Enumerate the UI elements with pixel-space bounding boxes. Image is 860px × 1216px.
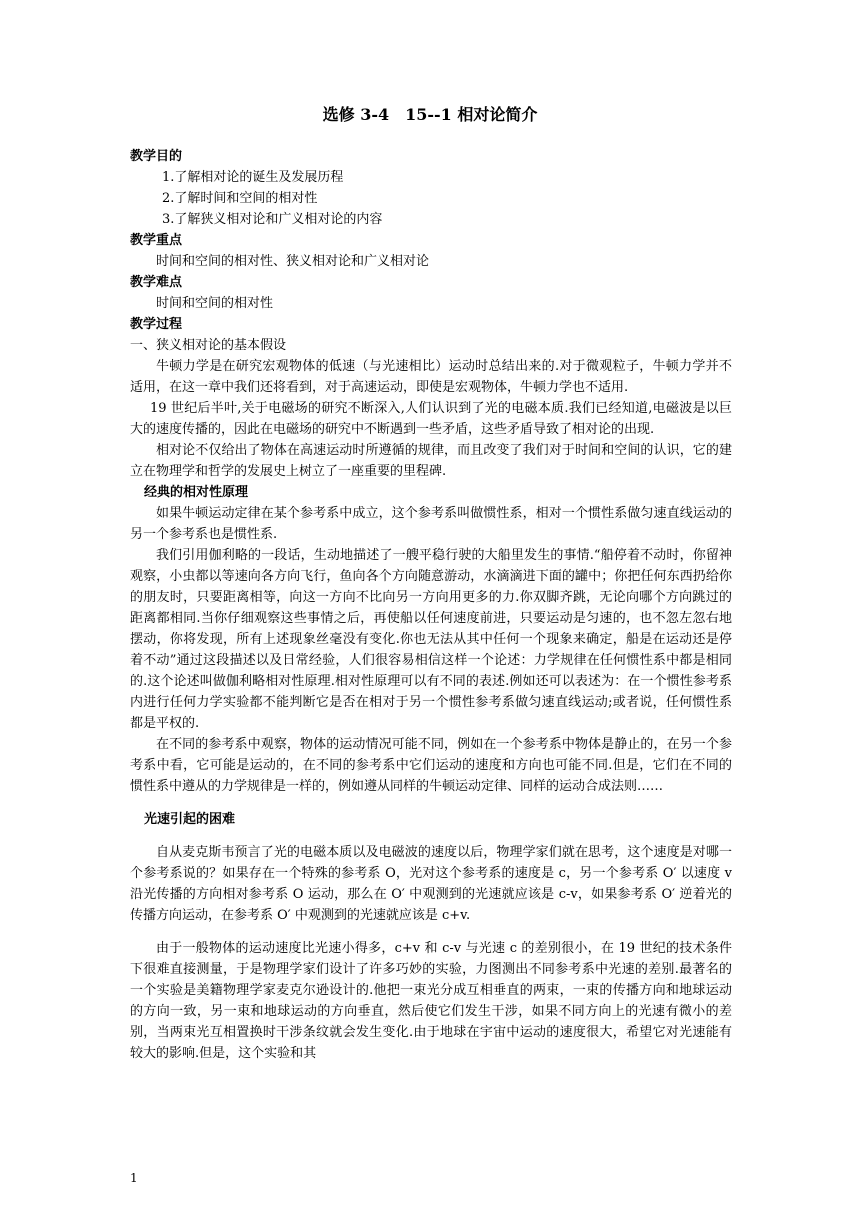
teaching-difficulty-text: 时间和空间的相对性 <box>156 296 274 311</box>
classic-relativity-heading: 经典的相对性原理 <box>144 485 249 500</box>
paragraph: 由于一般物体的运动速度比光速小得多，c+v 和 c-v 与光速 c 的差别很小，在 19 世纪的技术条件下很难直接测量，于是物理学家们设计了许多巧妙的实验，力图测出不同参考系中光速的差别.最著名的一个实验是美籍物理学家麦克尔逊设计的.他把一束光分成互相垂直的两束，一束的传播方向和地球运动的方向一致，另一束和地球运动的方向垂直，然后使它们发生干涉，如果不同方向上的光速有微小的差别，当两束光互相置换时干涉条纹就会发生变化.由于地球在宇宙中运动的速度很大，希望它对光速能有较大的影响.但是，这个实验和其 <box>130 941 732 1061</box>
paragraph: 牛顿力学是在研究宏观物体的低速（与光速相比）运动时总结出来的.对于微观粒子，牛顿力学并不适用，在这一章中我们还将看到，对于高速运动，即使是宏观物体，牛顿力学也不适用. <box>130 359 732 395</box>
paragraph: 19 世纪后半叶,关于电磁场的研究不断深入,人们认识到了光的电磁本质.我们已经知道,电磁波是以巨大的速度传播的，因此在电磁场的研究中不断遇到一些矛盾，这些矛盾导致了相对论的出现. <box>130 401 732 437</box>
teaching-key-text: 时间和空间的相对性、狭义相对论和广义相对论 <box>156 254 430 269</box>
teaching-goal-heading: 教学目的 <box>130 149 183 164</box>
goal-item: 1.了解相对论的诞生及发展历程 <box>162 170 344 185</box>
paragraph: 在不同的参考系中观察，物体的运动情况可能不同，例如在一个参考系中物体是静止的，在另一个参考系中看，它可能是运动的，在不同的参考系中它们运动的速度和方向也可能不同.但是，它们在不同的惯性系中遵从的力学规律是一样的，例如遵从同样的牛顿运动定律、同样的运动合成法则…… <box>130 737 732 794</box>
teaching-process-heading: 教学过程 <box>130 317 183 332</box>
teaching-key-heading: 教学重点 <box>130 233 183 248</box>
light-speed-heading: 光速引起的困难 <box>144 812 236 827</box>
part1-heading: 一、狭义相对论的基本假设 <box>130 338 287 353</box>
goal-item: 3.了解狭义相对论和广义相对论的内容 <box>162 212 383 227</box>
paragraph: 自从麦克斯韦预言了光的电磁本质以及电磁波的速度以后，物理学家们就在思考，这个速度是对哪一个参考系说的？如果存在一个特殊的参考系 O，光对这个参考系的速度是 c，另一个参考系 O′ 以速度 v 沿光传播的方向相对参考系 O 运动，那么在 O′ 中观测到的光速就应该是 c-v，如果参考系 O′ 逆着光的传播方向运动，在参考系 O′ 中观测到的光速就应该是 c+v. <box>130 845 732 923</box>
paragraph: 我们引用伽利略的一段话，生动地描述了一艘平稳行驶的大船里发生的事情.“船停着不动时，你留神观察，小虫都以等速向各方向飞行，鱼向各个方向随意游动，水滴滴进下面的罐中；你把任何东西扔给你的朋友时，只要距离相等，向这一方向不比向另一方向用更多的力.你双脚齐跳，无论向哪个方向跳过的距离都相同.当你仔细观察这些事情之后，再使船以任何速度前进，只要运动是匀速的，也不忽左忽右地摆动，你将发现，所有上述现象丝毫没有变化.你也无法从其中任何一个现象来确定，船是在运动还是停着不动”通过这段描述以及日常经验，人们很容易相信这样一个论述：力学规律在任何惯性系中都是相同的.这个论述叫做伽利略相对性原理.相对性原理可以有不同的表述.例如还可以表述为：在一个惯性参考系内进行任何力学实验都不能判断它是否在相对于另一个惯性参考系做匀速直线运动;或者说，任何惯性系都是平权的. <box>130 548 732 731</box>
document-title: 选修 3-4 15--1 相对论简介 <box>322 105 538 124</box>
teaching-difficulty-heading: 教学难点 <box>130 275 183 290</box>
paragraph: 如果牛顿运动定律在某个参考系中成立，这个参考系叫做惯性系，相对一个惯性系做匀速直线运动的另一个参考系也是惯性系. <box>130 506 732 542</box>
page-number: 1 <box>130 1171 138 1185</box>
document-body <box>130 146 732 1064</box>
goal-item: 2.了解时间和空间的相对性 <box>162 191 318 206</box>
paragraph: 相对论不仅给出了物体在高速运动时所遵循的规律，而且改变了我们对于时间和空间的认识，它的建立在物理学和哲学的发展史上树立了一座重要的里程碑. <box>130 443 732 479</box>
